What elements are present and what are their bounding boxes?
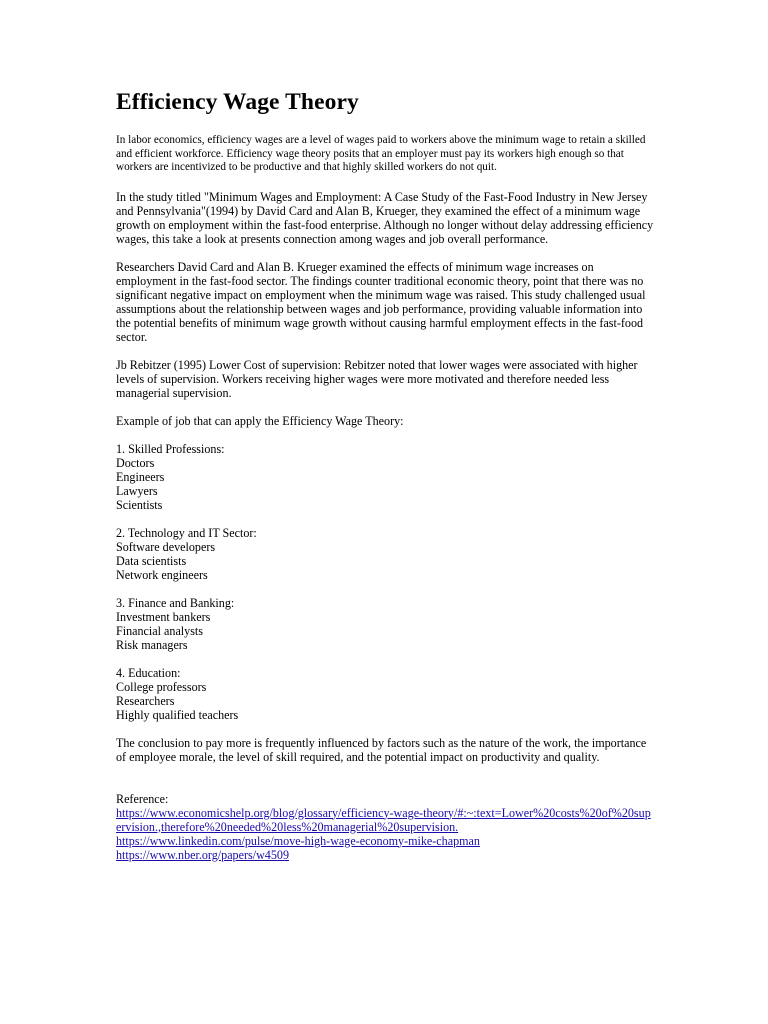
job-group-skilled-professions bbox=[116, 442, 656, 512]
job-group-heading: 4. Education: bbox=[116, 665, 181, 680]
job-group-heading: 2. Technology and IT Sector: bbox=[116, 525, 257, 540]
list-item: Data scientists bbox=[116, 553, 187, 568]
page-title: Efficiency Wage Theory bbox=[116, 89, 359, 115]
reference-link-linkedin[interactable]: https://www.linkedin.com/pulse/move-high-wage-economy-mike-chapman bbox=[116, 833, 480, 848]
list-item: Doctors bbox=[116, 455, 155, 470]
job-group-technology-it bbox=[116, 526, 656, 582]
paragraph-rebitzer: Jb Rebitzer (1995) Lower Cost of supervision: Rebitzer noted that lower wages were associated with higher levels of supervision. Workers receiving higher wages were more motivated and therefore needed less managerial supervision. bbox=[116, 357, 638, 400]
job-group-heading: 3. Finance and Banking: bbox=[116, 595, 235, 610]
paragraph-card-krueger-study: In the study titled "Minimum Wages and Employment: A Case Study of the Fast-Food Industry in New Jersey and Pennsylvania"(1994) by David Card and Alan B, Krueger, they examined the effect of a minimum wage growth on employment within the fast-food enterprise. Although no longer without delay addressing efficiency wages, this take a look at presents connection among wages and job overall performance. bbox=[116, 189, 654, 246]
job-group-heading: 1. Skilled Professions: bbox=[116, 441, 225, 456]
reference-link-economicshelp[interactable]: https://www.economicshelp.org/blog/glossary/efficiency-wage-theory/#:~:text=Lower%20costs%20of%20supervision.,therefore%20needed%20less%20managerial%20supervision. bbox=[116, 805, 651, 834]
job-group-finance-banking bbox=[116, 596, 656, 652]
list-item: College professors bbox=[116, 679, 207, 694]
references-section bbox=[116, 792, 656, 862]
list-item: Investment bankers bbox=[116, 609, 211, 624]
conclusion-paragraph: The conclusion to pay more is frequently influenced by factors such as the nature of the work, the importance of employee morale, the level of skill required, and the potential impact on productivity and quality. bbox=[116, 735, 647, 764]
paragraph-card-krueger-findings: Researchers David Card and Alan B. Krueger examined the effects of minimum wage increases on employment in the fast-food sector. The findings counter traditional economic theory, point that there was no significant negative impact on employment when the minimum wage was raised. This study challenged usual assumptions about the relationship between wages and job performance, providing valuable information into the potential benefits of minimum wage growth without causing harmful employment effects in the fast-food sector. bbox=[116, 259, 646, 344]
list-item: Network engineers bbox=[116, 567, 208, 582]
list-item: Software developers bbox=[116, 539, 216, 554]
list-item: Researchers bbox=[116, 693, 175, 708]
list-item: Risk managers bbox=[116, 637, 188, 652]
list-item: Financial analysts bbox=[116, 623, 203, 638]
list-item: Scientists bbox=[116, 497, 163, 512]
reference-link-nber[interactable]: https://www.nber.org/papers/w4509 bbox=[116, 847, 289, 862]
intro-paragraph: In labor economics, efficiency wages are a level of wages paid to workers above the minimum wage to retain a skilled and efficient workforce. Efficiency wage theory posits that an employer must pay its workers high enough so that workers are incentivized to be productive and that highly skilled workers do not quit. bbox=[116, 134, 646, 173]
job-group-education bbox=[116, 666, 656, 722]
paragraph-examples-intro: Example of job that can apply the Efficiency Wage Theory: bbox=[116, 413, 404, 428]
list-item: Lawyers bbox=[116, 483, 158, 498]
list-item: Engineers bbox=[116, 469, 165, 484]
references-label: Reference: bbox=[116, 791, 169, 806]
list-item: Highly qualified teachers bbox=[116, 707, 239, 722]
document-body bbox=[116, 86, 656, 862]
